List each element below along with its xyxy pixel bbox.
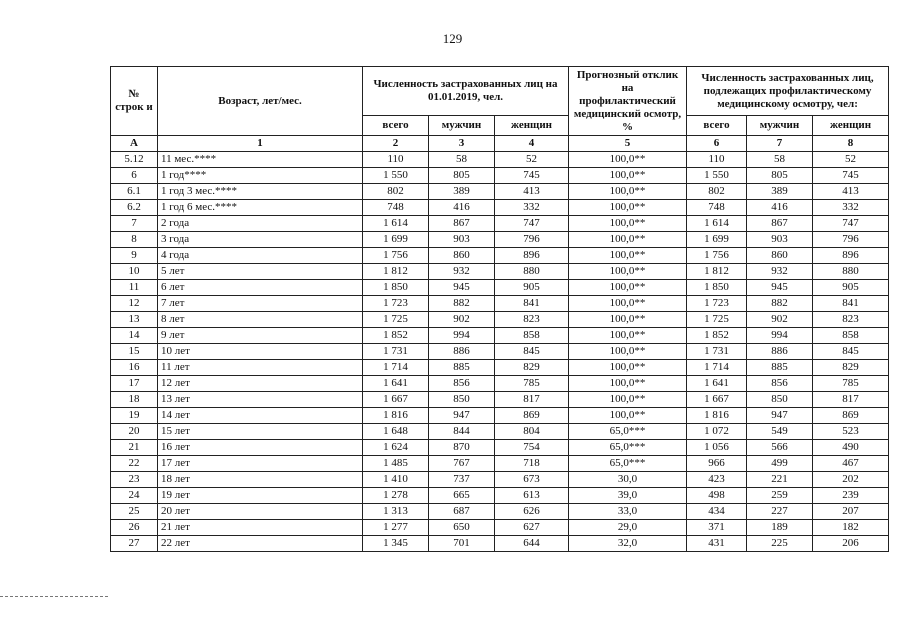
cell-subject-women: 745 (813, 168, 889, 184)
cell-insured-total: 1 550 (363, 168, 429, 184)
cell-response-percent: 100,0** (569, 376, 687, 392)
cell-insured-women: 869 (495, 408, 569, 424)
cell-insured-women: 817 (495, 392, 569, 408)
cell-subject-men: 850 (747, 392, 813, 408)
header-insured: Численность застрахованных лиц на 01.01.2019, чел. (363, 67, 569, 116)
cell-insured-women: 626 (495, 504, 569, 520)
cell-response-percent: 100,0** (569, 328, 687, 344)
cell-subject-total: 1 550 (687, 168, 747, 184)
column-index: 2 (363, 136, 429, 152)
cell-subject-total: 1 723 (687, 296, 747, 312)
table-row (111, 312, 889, 328)
cell-insured-women: 627 (495, 520, 569, 536)
cell-insured-men: 850 (429, 392, 495, 408)
cell-response-percent: 100,0** (569, 392, 687, 408)
cell-subject-women: 896 (813, 248, 889, 264)
cell-response-percent: 100,0** (569, 152, 687, 168)
cell-subject-men: 932 (747, 264, 813, 280)
cell-row-number: 10 (111, 264, 158, 280)
cell-insured-total: 1 278 (363, 488, 429, 504)
cell-response-percent: 100,0** (569, 248, 687, 264)
cell-subject-men: 499 (747, 456, 813, 472)
cell-insured-women: 905 (495, 280, 569, 296)
cell-insured-men: 687 (429, 504, 495, 520)
cell-insured-total: 1 756 (363, 248, 429, 264)
cell-insured-men: 885 (429, 360, 495, 376)
cell-insured-women: 613 (495, 488, 569, 504)
cell-insured-women: 644 (495, 536, 569, 552)
cell-row-number: 6 (111, 168, 158, 184)
cell-subject-women: 823 (813, 312, 889, 328)
cell-subject-total: 431 (687, 536, 747, 552)
cell-subject-women: 858 (813, 328, 889, 344)
cell-subject-total: 1 850 (687, 280, 747, 296)
cell-subject-women: 905 (813, 280, 889, 296)
cell-subject-women: 880 (813, 264, 889, 280)
cell-subject-men: 947 (747, 408, 813, 424)
cell-age: 6 лет (158, 280, 363, 296)
cell-subject-total: 1 852 (687, 328, 747, 344)
header-total: всего (687, 116, 747, 136)
cell-insured-men: 416 (429, 200, 495, 216)
cell-row-number: 25 (111, 504, 158, 520)
cell-insured-total: 1 714 (363, 360, 429, 376)
cell-subject-total: 434 (687, 504, 747, 520)
cell-age: 9 лет (158, 328, 363, 344)
column-index: 6 (687, 136, 747, 152)
cell-insured-women: 896 (495, 248, 569, 264)
header-age: Возраст, лет/мес. (158, 67, 363, 136)
cell-row-number: 9 (111, 248, 158, 264)
column-index: 7 (747, 136, 813, 152)
cell-insured-total: 1 812 (363, 264, 429, 280)
cell-response-percent: 39,0 (569, 488, 687, 504)
cell-insured-men: 650 (429, 520, 495, 536)
cell-subject-total: 802 (687, 184, 747, 200)
cell-insured-women: 845 (495, 344, 569, 360)
cell-insured-men: 701 (429, 536, 495, 552)
cell-insured-men: 886 (429, 344, 495, 360)
cell-subject-women: 796 (813, 232, 889, 248)
cell-response-percent: 100,0** (569, 360, 687, 376)
cell-insured-men: 856 (429, 376, 495, 392)
cell-age: 2 года (158, 216, 363, 232)
header-women: женщин (495, 116, 569, 136)
cell-subject-men: 189 (747, 520, 813, 536)
cell-subject-women: 747 (813, 216, 889, 232)
cell-insured-women: 841 (495, 296, 569, 312)
cell-subject-women: 207 (813, 504, 889, 520)
cell-insured-women: 829 (495, 360, 569, 376)
cell-insured-men: 882 (429, 296, 495, 312)
cell-subject-women: 206 (813, 536, 889, 552)
cell-insured-men: 947 (429, 408, 495, 424)
cell-row-number: 17 (111, 376, 158, 392)
cell-subject-men: 886 (747, 344, 813, 360)
insured-persons-table (110, 66, 889, 552)
cell-age: 22 лет (158, 536, 363, 552)
header-row-no: № строк и (111, 67, 158, 136)
table-row (111, 472, 889, 488)
cell-subject-total: 1 072 (687, 424, 747, 440)
cell-insured-women: 332 (495, 200, 569, 216)
cell-response-percent: 100,0** (569, 312, 687, 328)
cell-insured-women: 823 (495, 312, 569, 328)
table-row (111, 456, 889, 472)
cell-insured-women: 785 (495, 376, 569, 392)
cell-response-percent: 100,0** (569, 200, 687, 216)
cell-response-percent: 100,0** (569, 408, 687, 424)
cell-response-percent: 30,0 (569, 472, 687, 488)
cell-insured-men: 867 (429, 216, 495, 232)
cell-insured-total: 802 (363, 184, 429, 200)
cell-row-number: 11 (111, 280, 158, 296)
page-number: 129 (442, 31, 463, 46)
column-index: 5 (569, 136, 687, 152)
cell-subject-total: 498 (687, 488, 747, 504)
cell-subject-women: 202 (813, 472, 889, 488)
table-row (111, 216, 889, 232)
table-body (111, 152, 889, 552)
cell-row-number: 6.1 (111, 184, 158, 200)
cell-subject-total: 1 714 (687, 360, 747, 376)
cell-insured-total: 1 277 (363, 520, 429, 536)
cell-row-number: 5.12 (111, 152, 158, 168)
cell-response-percent: 29,0 (569, 520, 687, 536)
cell-insured-total: 1 313 (363, 504, 429, 520)
cell-age: 8 лет (158, 312, 363, 328)
header-men: мужчин (429, 116, 495, 136)
cell-subject-men: 945 (747, 280, 813, 296)
cell-age: 1 год**** (158, 168, 363, 184)
column-index: 4 (495, 136, 569, 152)
cell-age: 14 лет (158, 408, 363, 424)
cell-insured-women: 745 (495, 168, 569, 184)
cell-row-number: 12 (111, 296, 158, 312)
table-row (111, 392, 889, 408)
table-row (111, 376, 889, 392)
table-row (111, 280, 889, 296)
cell-age: 3 года (158, 232, 363, 248)
table-row (111, 360, 889, 376)
cell-row-number: 7 (111, 216, 158, 232)
cell-row-number: 21 (111, 440, 158, 456)
table-row (111, 440, 889, 456)
cell-insured-total: 748 (363, 200, 429, 216)
cell-row-number: 16 (111, 360, 158, 376)
cell-subject-women: 467 (813, 456, 889, 472)
cell-row-number: 15 (111, 344, 158, 360)
cell-age: 15 лет (158, 424, 363, 440)
cell-row-number: 19 (111, 408, 158, 424)
header-subject: Численность застрахованных лиц, подлежащих профилактическому медицинскому осмотру, чел: (687, 67, 889, 116)
cell-insured-total: 1 725 (363, 312, 429, 328)
cell-subject-women: 332 (813, 200, 889, 216)
cell-subject-women: 845 (813, 344, 889, 360)
column-index: 3 (429, 136, 495, 152)
cell-insured-men: 805 (429, 168, 495, 184)
cell-age: 7 лет (158, 296, 363, 312)
cell-row-number: 20 (111, 424, 158, 440)
cell-insured-total: 1 816 (363, 408, 429, 424)
cell-age: 12 лет (158, 376, 363, 392)
cell-subject-total: 423 (687, 472, 747, 488)
cell-insured-total: 1 699 (363, 232, 429, 248)
cell-row-number: 27 (111, 536, 158, 552)
cell-response-percent: 100,0** (569, 296, 687, 312)
table-row (111, 184, 889, 200)
table-row (111, 328, 889, 344)
cell-subject-total: 1 641 (687, 376, 747, 392)
table-row (111, 536, 889, 552)
cell-insured-total: 1 723 (363, 296, 429, 312)
cell-subject-women: 52 (813, 152, 889, 168)
cell-response-percent: 100,0** (569, 264, 687, 280)
table-row (111, 152, 889, 168)
table-row (111, 232, 889, 248)
cell-insured-men: 737 (429, 472, 495, 488)
cell-subject-total: 1 667 (687, 392, 747, 408)
cell-age: 19 лет (158, 488, 363, 504)
cell-insured-men: 870 (429, 440, 495, 456)
cell-age: 11 лет (158, 360, 363, 376)
cell-subject-men: 549 (747, 424, 813, 440)
cell-subject-men: 856 (747, 376, 813, 392)
cell-row-number: 22 (111, 456, 158, 472)
cell-age: 1 год 6 мес.**** (158, 200, 363, 216)
cell-insured-total: 1 667 (363, 392, 429, 408)
cell-subject-men: 885 (747, 360, 813, 376)
cell-insured-total: 1 614 (363, 216, 429, 232)
cell-insured-men: 767 (429, 456, 495, 472)
cell-insured-women: 747 (495, 216, 569, 232)
cell-subject-men: 882 (747, 296, 813, 312)
cell-subject-women: 490 (813, 440, 889, 456)
cell-insured-women: 754 (495, 440, 569, 456)
cell-age: 13 лет (158, 392, 363, 408)
cell-subject-men: 994 (747, 328, 813, 344)
cell-row-number: 13 (111, 312, 158, 328)
cell-subject-men: 903 (747, 232, 813, 248)
table-row (111, 200, 889, 216)
header-total: всего (363, 116, 429, 136)
cell-age: 20 лет (158, 504, 363, 520)
cell-subject-total: 966 (687, 456, 747, 472)
cell-age: 1 год 3 мес.**** (158, 184, 363, 200)
cell-age: 21 лет (158, 520, 363, 536)
cell-insured-women: 413 (495, 184, 569, 200)
cell-row-number: 18 (111, 392, 158, 408)
cell-insured-women: 52 (495, 152, 569, 168)
table-row (111, 488, 889, 504)
cell-row-number: 8 (111, 232, 158, 248)
cell-subject-total: 1 756 (687, 248, 747, 264)
cell-subject-men: 58 (747, 152, 813, 168)
cell-row-number: 24 (111, 488, 158, 504)
cell-insured-men: 844 (429, 424, 495, 440)
cell-subject-men: 566 (747, 440, 813, 456)
cell-response-percent: 65,0*** (569, 424, 687, 440)
cell-insured-total: 110 (363, 152, 429, 168)
table-row (111, 520, 889, 536)
cell-response-percent: 100,0** (569, 232, 687, 248)
column-index: 1 (158, 136, 363, 152)
cell-response-percent: 100,0** (569, 216, 687, 232)
cell-insured-men: 903 (429, 232, 495, 248)
cell-insured-men: 994 (429, 328, 495, 344)
column-index: 8 (813, 136, 889, 152)
cell-insured-men: 665 (429, 488, 495, 504)
cell-insured-total: 1 852 (363, 328, 429, 344)
cell-insured-total: 1 648 (363, 424, 429, 440)
cell-insured-men: 932 (429, 264, 495, 280)
cell-age: 4 года (158, 248, 363, 264)
cell-subject-women: 817 (813, 392, 889, 408)
cell-insured-total: 1 731 (363, 344, 429, 360)
cell-response-percent: 100,0** (569, 168, 687, 184)
table-row (111, 424, 889, 440)
cell-insured-men: 58 (429, 152, 495, 168)
cell-subject-women: 182 (813, 520, 889, 536)
column-index: А (111, 136, 158, 152)
cell-subject-total: 1 725 (687, 312, 747, 328)
cell-age: 11 мес.**** (158, 152, 363, 168)
cell-subject-men: 416 (747, 200, 813, 216)
table-row (111, 264, 889, 280)
cell-row-number: 6.2 (111, 200, 158, 216)
cell-subject-women: 523 (813, 424, 889, 440)
cell-subject-men: 259 (747, 488, 813, 504)
cell-subject-men: 902 (747, 312, 813, 328)
cell-subject-total: 1 812 (687, 264, 747, 280)
cell-insured-women: 880 (495, 264, 569, 280)
cell-subject-total: 1 816 (687, 408, 747, 424)
cell-subject-total: 748 (687, 200, 747, 216)
cell-insured-men: 389 (429, 184, 495, 200)
cell-subject-total: 1 731 (687, 344, 747, 360)
cell-subject-women: 239 (813, 488, 889, 504)
cell-insured-men: 945 (429, 280, 495, 296)
cell-subject-women: 413 (813, 184, 889, 200)
cell-response-percent: 65,0*** (569, 456, 687, 472)
cell-insured-total: 1 410 (363, 472, 429, 488)
cell-insured-women: 673 (495, 472, 569, 488)
divider (0, 596, 108, 597)
cell-subject-women: 869 (813, 408, 889, 424)
table-row (111, 168, 889, 184)
cell-subject-women: 785 (813, 376, 889, 392)
cell-subject-total: 1 699 (687, 232, 747, 248)
cell-age: 16 лет (158, 440, 363, 456)
cell-response-percent: 32,0 (569, 536, 687, 552)
cell-insured-women: 858 (495, 328, 569, 344)
cell-subject-men: 805 (747, 168, 813, 184)
cell-subject-men: 867 (747, 216, 813, 232)
cell-subject-men: 389 (747, 184, 813, 200)
cell-response-percent: 100,0** (569, 184, 687, 200)
cell-insured-women: 804 (495, 424, 569, 440)
column-index-row (111, 136, 889, 152)
cell-insured-total: 1 624 (363, 440, 429, 456)
cell-row-number: 23 (111, 472, 158, 488)
cell-subject-total: 110 (687, 152, 747, 168)
table-row (111, 504, 889, 520)
cell-response-percent: 65,0*** (569, 440, 687, 456)
cell-row-number: 14 (111, 328, 158, 344)
cell-insured-women: 718 (495, 456, 569, 472)
table-row (111, 408, 889, 424)
cell-subject-men: 225 (747, 536, 813, 552)
table-row (111, 296, 889, 312)
cell-insured-total: 1 485 (363, 456, 429, 472)
cell-subject-women: 841 (813, 296, 889, 312)
cell-subject-women: 829 (813, 360, 889, 376)
cell-response-percent: 100,0** (569, 344, 687, 360)
cell-insured-men: 902 (429, 312, 495, 328)
cell-subject-total: 371 (687, 520, 747, 536)
cell-subject-total: 1 614 (687, 216, 747, 232)
cell-insured-men: 860 (429, 248, 495, 264)
header-women: женщин (813, 116, 889, 136)
cell-insured-total: 1 850 (363, 280, 429, 296)
header-men: мужчин (747, 116, 813, 136)
cell-row-number: 26 (111, 520, 158, 536)
cell-subject-men: 227 (747, 504, 813, 520)
cell-age: 17 лет (158, 456, 363, 472)
cell-age: 10 лет (158, 344, 363, 360)
table-row (111, 248, 889, 264)
cell-response-percent: 100,0** (569, 280, 687, 296)
cell-subject-men: 221 (747, 472, 813, 488)
cell-subject-men: 860 (747, 248, 813, 264)
cell-age: 18 лет (158, 472, 363, 488)
cell-insured-women: 796 (495, 232, 569, 248)
cell-insured-total: 1 641 (363, 376, 429, 392)
cell-subject-total: 1 056 (687, 440, 747, 456)
table-row (111, 344, 889, 360)
cell-age: 5 лет (158, 264, 363, 280)
cell-insured-total: 1 345 (363, 536, 429, 552)
cell-response-percent: 33,0 (569, 504, 687, 520)
header-response: Прогнозный отклик на профилактический медицинский осмотр, % (569, 67, 687, 136)
